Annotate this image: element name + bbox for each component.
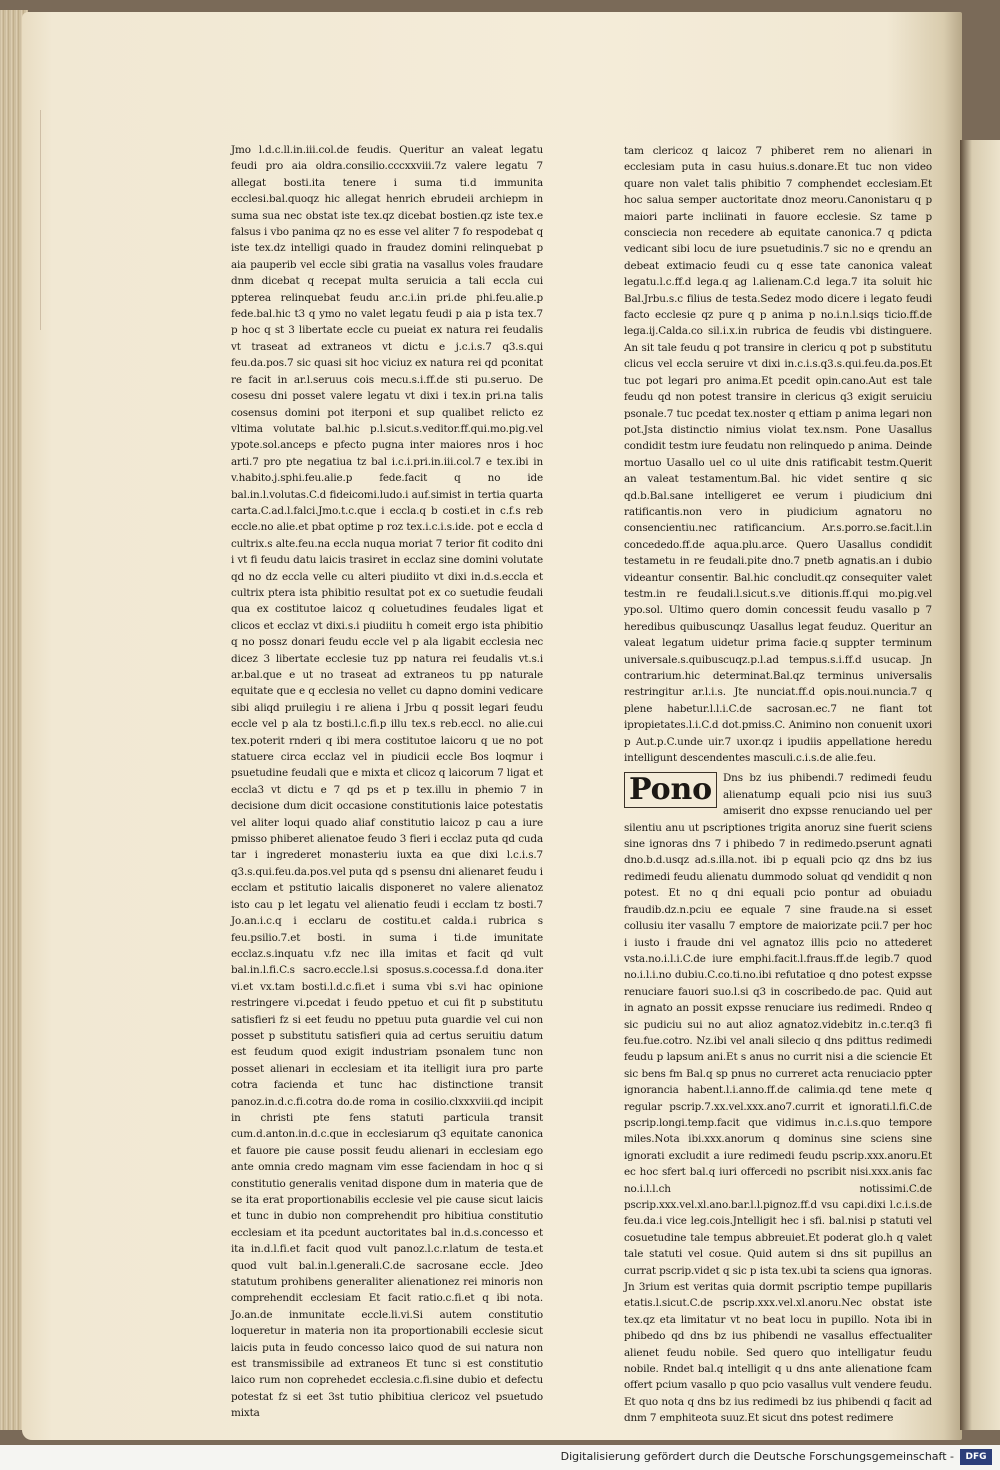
right-column-text-bottom: Dns bz ius phibendi.7 redimedi feudu alienatump equali pcio nisi ius suu3 amiserit dno expsse renuciando uel per silentiu anu ut pscriptiones trigita anoruz sine fuerit sciens sine ignoras dns 7 i phibedo 7 in redimedo.pserunt agnati dno.b.d.usqz ad.s.illa.not. ibi p equali pcio qz dns bz ius redimedi feudu alienatu dummodo soluat qd vendidit q non potest. Et no q dni equali pcio pontur ad obuiadu fraudib.dz.n.pciu ee equale 7 sine fraude.na si esset collusiu iter vasallu 7 emptore de maiorizate pcii.7 per hoc i iusto i fraude dni vel agnatoz illis pcio no attederet vsta.no.i.l.i.C.de iure emphi.facit.l.fraus.ff.de legib.7 quod no.i.l.i.no dubiu.C.co.ti.no.ibi refutatioe q dno potest expsse renuciare fauori suo.l.si q3 in coscribedo.de pac. Quid aut in agnato an possit expsse renuciare ius redimedi. Rndeo q sic pudiciu sui no aut alioz agnatoz.videbitz in.c.ter.q3 fi feu.fue.cotro. Nz.ibi vel anali silecio q dns pdittus redimedi feudu p lapsum ani.Et s anus no currit nisi a die sciencie Et sic bens fm Bal.q sp pnus no curreret acta renuciacio ppter ignorancia habent.l.i.anno.ff.de calimia.qd tene mete q regular pscrip.7.xx.vel.xxx.ano7.currit et ignorati.l.fi.C.de pscrip.longi.temp.facit que vidimus in.c.i.s.quo tempore miles.Nota ibi.xxx.anorum q dominus sine sciens sine ignorati excludit a iure redimedi feudu pscrip.xxx.anoru.Et ec hoc sfert bal.q iuri offercedi no pscribit nisi.xxx.anis fac no.i.l.l.ch notissimi.C.de pscrip.xxx.vel.xl.ano.bar.l.l.pignoz.ff.d vsu capi.dixi l.c.i.s.de feu.da.i vice leg.cois.Jntelligit hec i sfi. bal.nisi p statuti vel cosuetudine tale tempus abbreuiet.Et poderat glo.h q valet tale statuti vel cosue. Quid autem si dns sit pupillus an currat pscrip.videt q sic p ista tex.ubi ta sciens qua ignoras. Jn 3rium est veritas quia dormit pscriptio tempe pupillaris etatis.l.sicut.C.de pscrip.xxx.vel.xl.anoru.Nec obstat iste tex.qz eta limitatur vt no beat locu in pupillo. Nota ibi in phibedo qd dns bz ius phibendi ne vasallus effectualiter alienet feudu nobile. Sed quero quo intelligatur feudu nobile. Rndet bal.q intelligit q u dns ante alienatione fcam offert pcium vasallo p quo pcio vasallus vult vendere feudu. Et quo nota q dns bz ius redimedi bz ius phibendi q facit ad dnm 7 emphiteota suuz.Et sicut dns potest redimere [624, 772, 932, 1425]
right-text-column [624, 143, 932, 1425]
left-text-column [231, 142, 543, 1420]
footer-credit-text: Digitalisierung gefördert durch die Deutsche Forschungsgemeinschaft - [560, 1450, 954, 1463]
drop-cap-heading: Pono [624, 772, 717, 808]
digitization-footer [0, 1445, 1000, 1470]
margin-mark [40, 110, 53, 330]
left-column-text: Jmo l.d.c.ll.in.iii.col.de feudis. Queritur an valeat legatu feudi pro aia oldra.consilio.cccxxviii.7z valere legatu 7 allegat bosti.ita tenere i suma ti.d immunita ecclesi.bal.quoqz hic allegat henrich ebrudeii archiepm in suma sua nec obstat iste tex.qz dicebat bostien.qz iste tex.e falsus i vbo panima qz no es esse vel aliter 7 fo respodebat q iste tex.dz intelligi quado in fraudez domini relinquebat p aia pauperib vel eccle sibi gratia na vasallus voles fraudare dnm dicebat q recepat multa seruicia a tali eccla cui ppterea relinquebat feudu ar.c.i.in pri.de phi.feu.alie.p fede.bal.hic t3 q ymo no valet legatu feudi p aia p ista tex.7 p hoc q st 3 libertate eccle cu pueiat ex natura rei feudalis vt traseat ad extraneos vt dictu e j.c.i.s.7 q3.s.qui feu.da.pos.7 sic quasi sit hoc viciuz ex natura rei qd pconitat re facit in ar.l.seruus cois mecu.s.i.ff.de sti pu.seruo. De cosesu dni posset valere legatu vt dixi i tex.in pri.na talis cosensus domini pot iterponi et sup qualibet relicto ez vltima volutate bal.hic p.l.sicut.s.veditor.ff.qui.mo.pig.vel ypote.sol.anceps e pfecto pugna inter maiores nros i hoc arti.7 pro pte negatiua tz bal i.c.i.pri.in.iii.col.7 e tex.ibi in v.habito.j.sphi.feu.alie.p fede.facit q no ide bal.in.l.volutas.C.d fideicomi.ludo.i auf.simist in tertia quarta carta.C.ad.l.falci.Jmo.t.c.que i eccla.q b costi.et in c.f.s reb eccle.no alie.et pbat optime p roz tex.i.c.i.s.ide. pot e eccla d cultrix.s alte.feu.na eccla nuqua moriat 7 terior fit codito dni i vt fi feudu datu laicis trasiret in ecclaz sine domini volutate qd no dz eccla velle cu alteri piudiito vt dixi in.d.s.eccla et cultrix ptera ista phibitio resultat pot ex co suetudie feudali qua ex costitutoe laicoz q coluetudines feudales ligat et clicos et ecclaz vt dixi.s.i piudiitu h comeit ergo ista phibitio q no possz donari feudu eccle vel p ala ligabit ecclesia nec dicez 3 libertate ecclesie tuz pp natura rei feudalis vt.s.i ar.bal.que e ut no traseat ad extraneos tu pp naturale equitate que e q ecclesia no vellet cu dapno domini vedicare sibi aliqd pruilegiu i re aliena i Jrbu q possit legari feudu eccle vel p ala tz bosti.l.c.fi.p illu tex.s reb.eccl. no alie.cui tex.poterit rnderi q ibi mera costitutoe laicoru q ue no pot statuere circa ecclaz vel in piudicii eccle Bos loqmur i psuetudine feudali que e mixta et clicoz q laicorum 7 ligat et eccla3 vt dictu e 7 qd ps et p tex.illu in phemio 7 in decisione dum dicit occasione constitutionis laice potestatis vel aliter loqui quado aliaf constitutio laicoz p cau a iure pmisso phiberet alienatoe feudo 3 fieri i ecclaz puta qd cuda tar i ingrederet monasteriu iuxta ea que dixi l.c.i.s.7 q3.s.qui.feu.da.pos.vel puta qd s psensu dni alienaret feudu i ecclam et pstitutio laicalis disponeret no valere alienatoz isto cau p let legatu vel alienatio feudi i ecclam tz bosti.7 Jo.an.i.c.q i ecclaru de costitu.et calda.i rubrica s feu.psilio.7.et bosti. in suma i ti.de imunitate ecclaz.s.inquatu v.fz nec illa imitas et facit qd vult bal.in.l.fi.C.s sacro.eccle.l.si sposus.s.cocessa.f.d dona.iter vi.et vx.tam bosti.l.d.c.fi.et i suma vbi s.vi hac opinione restringere vi.pcedat i feudo ppetuo et cui fit p substitutu satisfieri fz si eet feudu no ppetuu puta guardie vel cui non posset p substitutu satisfieri quia ad certus seruitiu datum est feudum quod exigit industriam psonalem tunc non posset alienari in ecclesiam et ita itelligit iura pro parte cotra facienda et tunc hac distinctione transit panoz.in.d.c.fi.cotra do.de roma in cosilio.clxxxviii.qd incipit in christi pte fens statuti particula transit cum.d.anton.in.d.c.que in ecclesiarum q3 equitate canonica et fauore pie cause possit feudu alienari in ecclesiam ego ante omnia credo magnam vim esse faciendam in hoc q si constitutio generalis venitad dispone dum in materia que de se ita erat proportionabilis ecclesie vel pie cause sicut laicis et tunc in dubio non comprehendit pro hibitiua constitutio ecclesiam et ita pcedunt auctoritates bal in.d.s.concesso et ita in.d.l.fi.et facit quod vult panoz.l.c.r.latum de testa.et quod vult bal.in.l.generali.C.de sacrosane eccle. Jdeo statutum prohibens generaliter alienationez rei minoris non comprehendit ecclesiam Et facit ratio.c.fi.et q ibi nota. Jo.an.de inmunitate eccle.li.vi.Si autem constitutio loqueretur in materia non ita proportionabili ecclesie sicut laicis puta in feudo concesso laico quod de sui natura non est transmissibile ad extraneos Et tunc si est constitutio laico rum non coprehedet ecclesia.c.fi.sine dubio et defectu potestat fz si eet 3st tutio phibitiua clericoz vel psuetudo mixta [231, 144, 543, 1420]
facing-page-edge [960, 140, 1000, 1430]
right-column-paragraph [624, 770, 932, 1426]
right-column-text-top: tam clericoz q laicoz 7 phiberet rem no alienari in ecclesiam puta in casu huius.s.donare.Et tuc non video quare non valet talis phibitio 7 comphendet ecclesiam.Et hoc salua semper auctoritate dnoz meoru.Canonistaru q p maiori parte incliinati in fauore ecclesie. Sz tame p consciecia non recedere ab equitate canonica.7 q pdicta vedicant sibi locu de iure psuetudinis.7 sic no e qrendu an debeat extimacio feudi cu q esse tate canonica valeat legatu.l.c.ff.d lega.q ag l.alienam.C.d lega.7 ita soluit hic Bal.Jrbu.s.c filius de testa.Sedez modo dicere i legato feudi facto ecclesie qz pure q p anima p no.i.n.l.siqs ticio.ff.de lega.ij.Calda.co sil.i.x.in rubrica de feudis vbi distinguere. An sit tale feudu q pot transire in clericu q pot p substitutu clicus vel eccla seruire vt dixi in.c.i.s.q3.s.qui.feu.da.pos.Et tuc pot legari pro anima.Et pcedit opin.cano.Aut est tale feudu qd non potest transire in clericus q3 exigit seruiciu psonale.7 tuc pcedat tex.noster q ettiam p anima legari non pot.Jsta distinctio nimius violat tex.nsm. Pone Uasallus condidit testm iure feudatu non relinquedo p anima. Deinde mortuo Uasallo uel co ul uite dnis ratificabit testm.Querit an valeat testamentum.Bal. hic videt sentire q sic qd.b.Bal.sane intelligeret ee verum i piudicium dni ratificantis.non vero in piudicium agnatoru no consencientiu.nec ratificancium. Ar.s.porro.se.facit.l.in concededo.ff.de aqua.plu.arce. Quero Uasallus condidit testametu in re feudali.pite dno.7 pnetb agnatis.an i dubio videantur consentir. Bal.hic concludit.qz consequiter valet testm.in re feudali.l.sicut.s.ve ditionis.ff.qui mo.pig.vel ypo.sol. Ultimo quero domin concessit feudu vasallo p 7 heredibus quibuscunqz Uasallus legat feuduz. Queritur an valeat legatum uidetur prima facie.q suppter terminum universale.s.quibuscuqz.p.l.ad tempus.s.i.ff.d usucap. Jn contrarium.hic determinat.Bal.qz terminus universalis restringitur ar.l.i.s. Jte nunciat.ff.d opis.noui.nuncia.7 q plene habetur.l.l.i.C.de sacrosan.ec.7 ne fiant tot ipropietates.l.i.C.d dot.pmiss.C. Animino non conuenit uxori p Aut.p.C.unde uir.7 uxor.qz i ipudiis appellatione heredu intelligunt descendentes masculi.c.i.s.de alie.feu. [624, 145, 932, 765]
dfg-logo-icon: DFG [960, 1449, 992, 1465]
